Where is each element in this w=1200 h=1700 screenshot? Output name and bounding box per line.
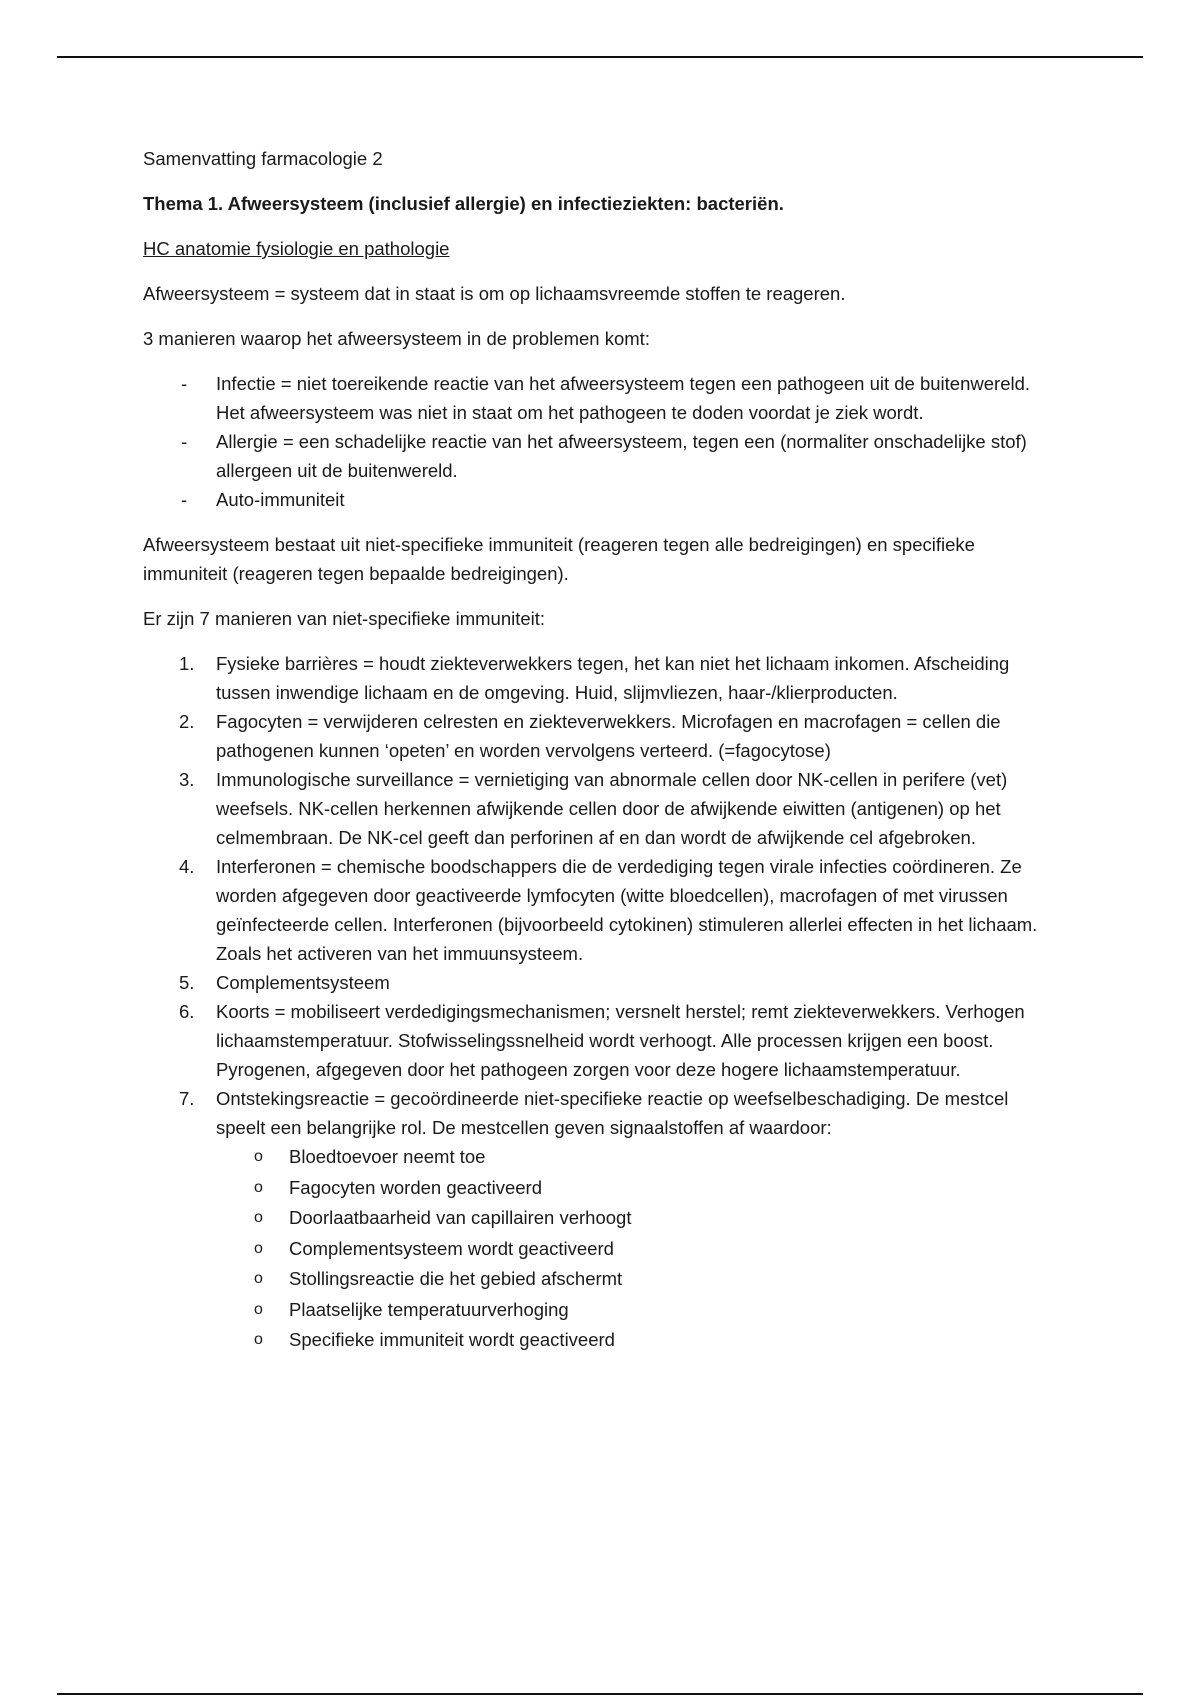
document-body xyxy=(143,144,1048,1372)
list-item-text: Allergie = een schadelijke reactie van het afweersysteem, tegen een (normaliter onschadelijke stof) allergeen uit de buitenwereld. xyxy=(216,431,1027,481)
circle-bullet: o xyxy=(254,1148,263,1165)
list-item-text: Fagocyten = verwijderen celresten en ziekteverwekkers. Microfagen en macrofagen = cellen die pathogenen kunnen ‘opeten’ en worden vervolgens verteerd. (=fagocytose) xyxy=(216,711,1001,761)
list-item-text: Plaatselijke temperatuurverhoging xyxy=(289,1298,569,1320)
circle-bullet: o xyxy=(254,1239,263,1257)
circle-bullet: o xyxy=(254,1270,263,1287)
circle-bullet: o xyxy=(254,1209,263,1226)
list-item xyxy=(216,1264,1048,1295)
inflammation-effects-list xyxy=(216,1142,1048,1356)
list-number: 1. xyxy=(179,653,195,674)
dash-bullet: - xyxy=(181,431,188,452)
list-number: 4. xyxy=(179,856,195,877)
list-item xyxy=(143,852,1048,968)
list-item-text: Bloedtoevoer neemt toe xyxy=(289,1146,486,1167)
list-item xyxy=(143,427,1048,485)
list-item-text: Infectie = niet toereikende reactie van het afweersysteem tegen een pathogeen uit de buitenwereld. Het afweersysteem was niet in staat om het pathogeen te doden voordat je ziek wordt. xyxy=(216,373,1031,423)
list-item xyxy=(143,369,1048,427)
composition-paragraph: Afweersysteem bestaat uit niet-specifieke immuniteit (reageren tegen alle bedreigingen) en specifieke immuniteit (reageren tegen bepaalde bedreigingen). xyxy=(143,534,975,584)
list-item xyxy=(216,1203,1048,1234)
list-item xyxy=(216,1173,1048,1204)
list-item xyxy=(216,1295,1048,1326)
list-item xyxy=(143,765,1048,852)
list-item-text: Complementsysteem wordt geactiveerd xyxy=(289,1237,614,1259)
list-item xyxy=(143,707,1048,765)
dash-bullet: - xyxy=(181,373,188,394)
list-number: 6. xyxy=(179,1001,195,1022)
list-item-text: Ontstekingsreactie = gecoördineerde niet-specifieke reactie op weefselbeschadiging. De mestcel speelt een belangrijke rol. De mestcellen geven signaalstoffen af waardoor: xyxy=(216,1088,1009,1138)
list-item-text: Koorts = mobiliseert verdedigingsmechanismen; versnelt herstel; remt ziekteverwekkers. Verhogen lichaamstemperatuur. Stofwisselingssnelheid wordt verhoogt. Alle processen krijgen een boost. Pyrogenen, afgegeven door het pathogeen zorgen voor deze hogere lichaamstemperatuur. xyxy=(216,1001,1025,1080)
list-item-text: Auto-immuniteit xyxy=(216,489,345,510)
header-rule xyxy=(57,56,1143,58)
list-item-text: Doorlaatbaarheid van capillairen verhoogt xyxy=(289,1207,632,1228)
list-item xyxy=(143,968,1048,997)
problems-intro: 3 manieren waarop het afweersysteem in de problemen komt: xyxy=(143,328,650,349)
problems-list xyxy=(143,369,1048,514)
list-number: 5. xyxy=(179,972,195,993)
list-number: 2. xyxy=(179,711,195,732)
list-number: 7. xyxy=(179,1088,195,1109)
list-item-text: Specifieke immuniteit wordt geactiveerd xyxy=(289,1329,615,1350)
theme-heading: Thema 1. Afweersysteem (inclusief allergie) en infectieziekten: bacteriën. xyxy=(143,193,784,214)
list-item xyxy=(216,1142,1048,1173)
list-item xyxy=(143,649,1048,707)
list-number: 3. xyxy=(179,769,195,790)
list-item xyxy=(143,485,1048,514)
footer-rule xyxy=(57,1693,1143,1695)
list-item xyxy=(216,1234,1048,1265)
circle-bullet: o xyxy=(254,1331,263,1348)
list-item xyxy=(143,1084,1048,1356)
circle-bullet: o xyxy=(254,1300,263,1318)
list-item-text: Complementsysteem xyxy=(216,972,390,993)
list-item-text: Fysieke barrières = houdt ziekteverwekkers tegen, het kan niet het lichaam inkomen. Afscheiding tussen inwendige lichaam en de omgeving. Huid, slijmvliezen, haar-/klierproducten. xyxy=(216,653,1010,703)
list-item xyxy=(143,997,1048,1084)
section-heading: HC anatomie fysiologie en pathologie xyxy=(143,238,450,259)
list-item-text: Fagocyten worden geactiveerd xyxy=(289,1176,542,1198)
nonspecific-immunity-list xyxy=(143,649,1048,1356)
list-item xyxy=(216,1325,1048,1356)
list-item-text: Stollingsreactie die het gebied afschermt xyxy=(289,1268,623,1289)
circle-bullet: o xyxy=(254,1178,263,1196)
dash-bullet: - xyxy=(181,489,188,510)
document-title: Samenvatting farmacologie 2 xyxy=(143,148,383,169)
list-item-text: Immunologische surveillance = vernietiging van abnormale cellen door NK-cellen in perifere (vet) weefsels. NK-cellen herkennen afwijkende cellen door de afwijkende eiwitten (antigenen) op het celmembraan. De NK-cel geeft dan perforinen af en dan wordt de afwijkende cel afgebroken. xyxy=(216,769,1008,848)
nonspecific-intro: Er zijn 7 manieren van niet-specifieke immuniteit: xyxy=(143,608,546,629)
definition-paragraph: Afweersysteem = systeem dat in staat is om op lichaamsvreemde stoffen te reageren. xyxy=(143,283,846,304)
list-item-text: Interferonen = chemische boodschappers die de verdediging tegen virale infecties coördineren. Ze worden afgegeven door geactiveerde lymfocyten (witte bloedcellen), macrofagen of met virussen geïnfecteerde cellen. Interferonen (bijvoorbeeld cytokinen) stimuleren allerlei effecten in het lichaam. Zoals het activeren van het immuunsysteem. xyxy=(216,856,1038,964)
